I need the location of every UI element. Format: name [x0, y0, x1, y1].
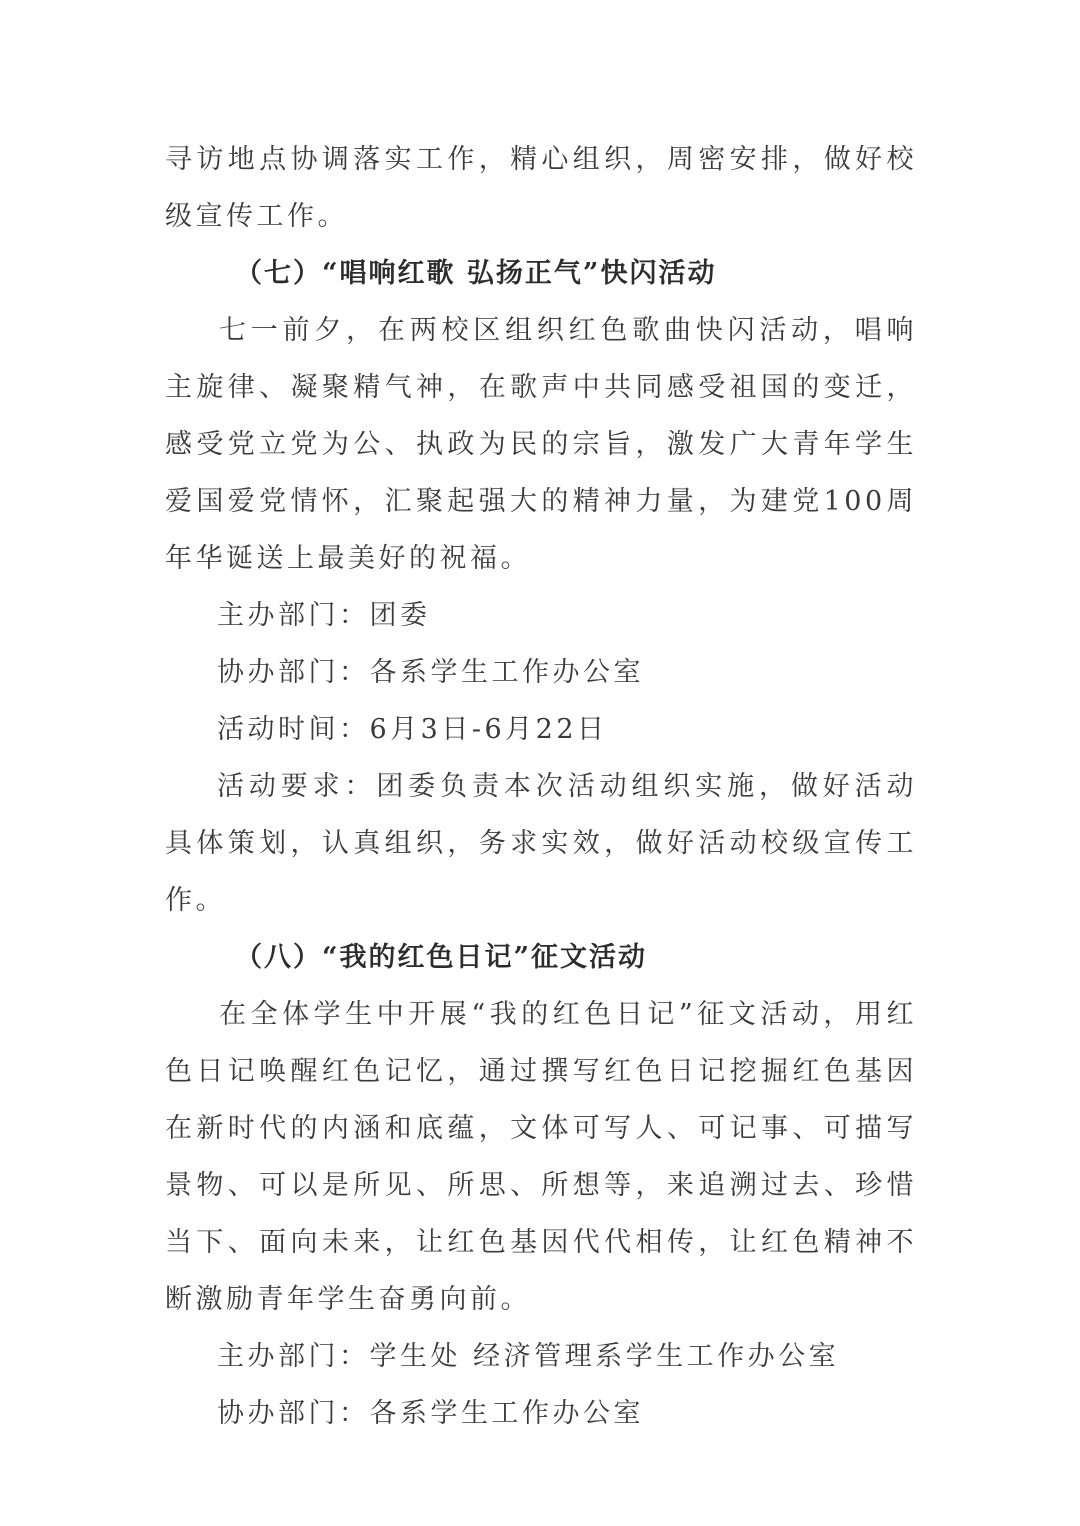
section-eight-organizer: 主办部门：学生处 经济管理系学生工作办公室 — [217, 1341, 840, 1372]
document-body — [165, 131, 917, 1442]
section-seven-co-organizer: 协办部门：各系学生工作办公室 — [217, 657, 644, 688]
section-eight-paragraph: 在全体学生中开展“我的红色日记”征文活动，用红色日记唤醒红色记忆，通过撰写红色日记挖掘红色基因在新时代的内涵和底蕴，文体可写人、可记事、可描写景物、可以是所见、所思、所想等，来追溯过去、珍惜当下、面向未来，让红色基因代代相传，让红色精神不断激励青年学生奋勇向前。 — [165, 999, 917, 1315]
section-heading-eight: （八）“我的红色日记”征文活动 — [235, 942, 648, 973]
section-seven-time: 活动时间：6月3日-6月22日 — [217, 714, 608, 745]
section-seven-paragraph: 七一前夕，在两校区组织红色歌曲快闪活动，唱响主旋律、凝聚精气神，在歌声中共同感受祖国的变迁，感受党立党为公、执政为民的宗旨，激发广大青年学生爱国爱党情怀，汇聚起强大的精神力量，为建党100周年华诞送上最美好的祝福。 — [165, 315, 917, 574]
section-eight-co-organizer: 协办部门：各系学生工作办公室 — [217, 1398, 644, 1429]
section-heading-seven: （七）“唱响红歌 弘扬正气”快闪活动 — [235, 258, 717, 289]
section-seven-requirements: 活动要求：团委负责本次活动组织实施，做好活动具体策划，认真组织，务求实效，做好活动校级宣传工作。 — [165, 771, 917, 916]
section-seven-organizer: 主办部门：团委 — [217, 600, 431, 631]
continuation-paragraph: 寻访地点协调落实工作，精心组织，周密安排，做好校级宣传工作。 — [165, 144, 917, 232]
